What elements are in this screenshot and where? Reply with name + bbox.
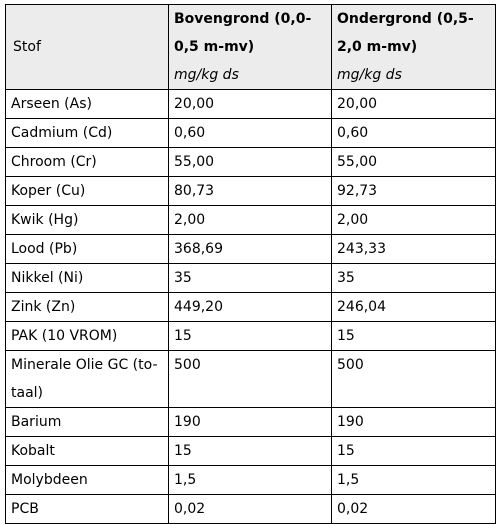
cell-bovengrond: 15 [169, 322, 332, 351]
cell-ondergrond: 15 [332, 322, 496, 351]
cell-bovengrond: 1,5 [169, 466, 332, 495]
cell-ondergrond: 55,00 [332, 148, 496, 177]
cell-stof: Chroom (Cr) [6, 148, 169, 177]
header-row [6, 5, 496, 90]
cell-stof: PCB [6, 495, 169, 524]
cell-stof: Lood (Pb) [6, 235, 169, 264]
header-stof-label: Stof [13, 39, 41, 55]
cell-bovengrond: 368,69 [169, 235, 332, 264]
header-bovengrond-unit: mg/kg ds [174, 67, 239, 83]
cell-bovengrond: 15 [169, 437, 332, 466]
table-row [6, 206, 496, 235]
table-row [6, 495, 496, 524]
cell-stof: Barium [6, 408, 169, 437]
cell-bovengrond: 2,00 [169, 206, 332, 235]
soil-values-table [5, 4, 496, 524]
header-stof [6, 5, 169, 90]
cell-ondergrond: 20,00 [332, 90, 496, 119]
table-row [6, 90, 496, 119]
cell-bovengrond: 500 [169, 351, 332, 408]
cell-bovengrond: 0,60 [169, 119, 332, 148]
cell-stof: Molybdeen [6, 466, 169, 495]
cell-ondergrond: 35 [332, 264, 496, 293]
cell-bovengrond: 20,00 [169, 90, 332, 119]
header-bovengrond [169, 5, 332, 90]
table-container [5, 4, 495, 524]
header-bovengrond-title: Bovengrond (0,0-0,5 m-mv) [174, 11, 312, 55]
header-ondergrond-title: Ondergrond (0,5-2,0 m-mv) [337, 11, 474, 55]
table-row [6, 351, 496, 408]
cell-ondergrond: 15 [332, 437, 496, 466]
cell-ondergrond: 1,5 [332, 466, 496, 495]
table-row [6, 408, 496, 437]
table-row [6, 264, 496, 293]
cell-bovengrond: 35 [169, 264, 332, 293]
table-row [6, 177, 496, 206]
cell-stof: Minerale Olie GC (to-taal) [6, 351, 169, 408]
cell-ondergrond: 92,73 [332, 177, 496, 206]
cell-bovengrond: 449,20 [169, 293, 332, 322]
table-row [6, 235, 496, 264]
header-ondergrond [332, 5, 496, 90]
cell-stof: Cadmium (Cd) [6, 119, 169, 148]
cell-stof: Kobalt [6, 437, 169, 466]
cell-stof: Kwik (Hg) [6, 206, 169, 235]
table-row [6, 148, 496, 177]
table-row [6, 437, 496, 466]
cell-ondergrond: 0,60 [332, 119, 496, 148]
cell-stof: Koper (Cu) [6, 177, 169, 206]
table-row [6, 293, 496, 322]
cell-bovengrond: 0,02 [169, 495, 332, 524]
cell-bovengrond: 55,00 [169, 148, 332, 177]
cell-ondergrond: 246,04 [332, 293, 496, 322]
table-row [6, 322, 496, 351]
cell-ondergrond: 2,00 [332, 206, 496, 235]
cell-bovengrond: 80,73 [169, 177, 332, 206]
table-row [6, 119, 496, 148]
cell-stof: PAK (10 VROM) [6, 322, 169, 351]
cell-stof: Nikkel (Ni) [6, 264, 169, 293]
cell-stof: Zink (Zn) [6, 293, 169, 322]
cell-ondergrond: 243,33 [332, 235, 496, 264]
cell-stof: Arseen (As) [6, 90, 169, 119]
cell-bovengrond: 190 [169, 408, 332, 437]
cell-ondergrond: 500 [332, 351, 496, 408]
cell-ondergrond: 190 [332, 408, 496, 437]
cell-ondergrond: 0,02 [332, 495, 496, 524]
table-row [6, 466, 496, 495]
header-ondergrond-unit: mg/kg ds [337, 67, 402, 83]
